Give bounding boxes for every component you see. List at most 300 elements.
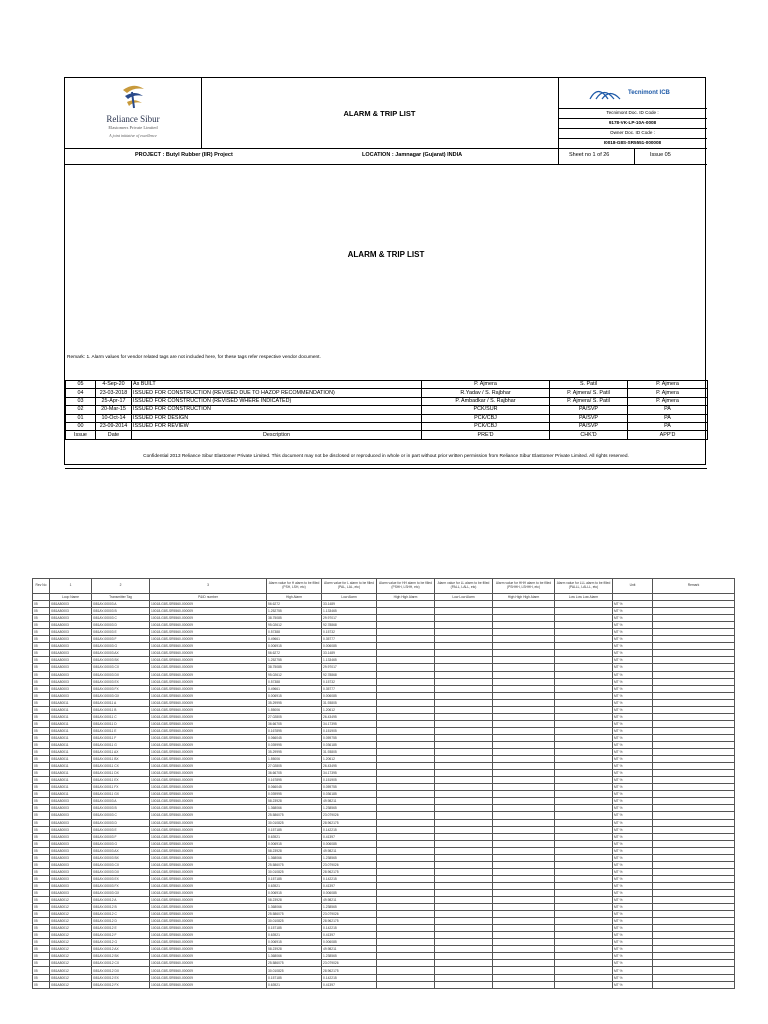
table-cell: 05 bbox=[33, 671, 50, 678]
table-cell bbox=[435, 932, 493, 939]
table-cell bbox=[555, 819, 613, 826]
table-cell bbox=[653, 643, 735, 650]
table-cell bbox=[435, 805, 493, 812]
revision-row bbox=[66, 422, 708, 430]
table-cell: 10018-G8S-SR5560-000009 bbox=[150, 720, 267, 727]
table-cell: 10018-G8S-SR5560-000009 bbox=[150, 918, 267, 925]
table-cell bbox=[377, 868, 435, 875]
table-row bbox=[33, 889, 735, 896]
table-row bbox=[33, 657, 735, 664]
table-row bbox=[33, 875, 735, 882]
table-cell bbox=[493, 953, 555, 960]
table-cell: 10018-G8S-SR5560-000009 bbox=[150, 819, 267, 826]
table-cell bbox=[435, 798, 493, 805]
table-cell: 49.98211 bbox=[322, 946, 377, 953]
table-cell: MT % bbox=[613, 756, 653, 763]
table-cell: 10018-G8S-SR5560-000009 bbox=[150, 671, 267, 678]
table-cell bbox=[377, 974, 435, 981]
table-cell: I081AY-00012 A bbox=[92, 897, 150, 904]
table-cell: 0.006085 bbox=[322, 692, 377, 699]
table-cell bbox=[377, 911, 435, 918]
table-cell: 05 bbox=[33, 875, 50, 882]
table-cell: 05 bbox=[33, 840, 50, 847]
remark-text: Remark: 1. Alarm values for vendor related tags are not included here, for these tags refer respective vendor document. bbox=[67, 355, 321, 360]
table-cell: MT % bbox=[613, 671, 653, 678]
table-cell bbox=[555, 960, 613, 967]
table-cell: I081A80003 bbox=[50, 678, 92, 685]
table-cell: I081AY-00003 CX bbox=[92, 861, 150, 868]
table-cell bbox=[653, 868, 735, 875]
table-cell bbox=[493, 650, 555, 657]
column-subheader: Low Low Low Alarm bbox=[555, 594, 613, 601]
table-cell: I081AY-00011 BX bbox=[92, 756, 150, 763]
column-header: Alarm value for L alarm to be filled (PAL, LAL, etc) bbox=[322, 579, 377, 594]
table-cell: 0.63921 bbox=[267, 932, 322, 939]
table-cell: I081A80003 bbox=[50, 650, 92, 657]
table-cell: I081AY-00003 E bbox=[92, 826, 150, 833]
table-cell bbox=[555, 911, 613, 918]
table-row bbox=[33, 685, 735, 692]
table-cell bbox=[377, 608, 435, 615]
table-cell bbox=[653, 882, 735, 889]
table-cell: 05 bbox=[33, 812, 50, 819]
table-cell bbox=[377, 798, 435, 805]
table-cell bbox=[377, 784, 435, 791]
table-row bbox=[33, 749, 735, 756]
table-cell: MT % bbox=[613, 734, 653, 741]
table-cell: MT % bbox=[613, 685, 653, 692]
table-cell bbox=[555, 946, 613, 953]
table-cell: 0.35777 bbox=[322, 636, 377, 643]
table-cell: 10018-G8S-SR5560-000009 bbox=[150, 756, 267, 763]
table-cell: I081A80011 bbox=[50, 770, 92, 777]
table-row bbox=[33, 734, 735, 741]
table-cell: I081A80012 bbox=[50, 897, 92, 904]
table-cell: 10018-G8S-SR5560-000009 bbox=[150, 643, 267, 650]
table-row bbox=[33, 622, 735, 629]
revision-date: 23-03-2018 bbox=[96, 389, 132, 397]
table-cell: MT % bbox=[613, 974, 653, 981]
table-row bbox=[33, 960, 735, 967]
table-cell bbox=[377, 960, 435, 967]
table-cell bbox=[493, 678, 555, 685]
table-cell: 10018-G8S-SR5560-000009 bbox=[150, 685, 267, 692]
table-cell bbox=[435, 615, 493, 622]
table-cell bbox=[435, 967, 493, 974]
table-cell bbox=[555, 734, 613, 741]
table-cell: 10018-G8S-SR5560-000009 bbox=[150, 664, 267, 671]
table-cell bbox=[435, 713, 493, 720]
divider bbox=[558, 128, 707, 129]
table-row bbox=[33, 897, 735, 904]
table-cell: MT % bbox=[613, 798, 653, 805]
table-cell: 10018-G8S-SR5560-000009 bbox=[150, 798, 267, 805]
table-cell: I081AY-00003 F bbox=[92, 833, 150, 840]
table-cell: 05 bbox=[33, 734, 50, 741]
table-cell: 92.78868 bbox=[322, 671, 377, 678]
table-cell: 10018-G8S-SR5560-000009 bbox=[150, 650, 267, 657]
table-cell: 25.586075 bbox=[267, 960, 322, 967]
table-cell bbox=[653, 932, 735, 939]
owner-doc-code: I0018-G8S-SR5551-000008 bbox=[603, 140, 662, 145]
table-header-row bbox=[33, 579, 735, 594]
table-cell: 1.252755 bbox=[267, 657, 322, 664]
table-cell bbox=[555, 974, 613, 981]
table-cell: 1.368066 bbox=[267, 904, 322, 911]
table-cell: I081A80011 bbox=[50, 706, 92, 713]
table-cell bbox=[555, 918, 613, 925]
table-row bbox=[33, 699, 735, 706]
table-cell bbox=[435, 868, 493, 875]
table-cell bbox=[435, 692, 493, 699]
table-cell: MT % bbox=[613, 868, 653, 875]
table-cell: 05 bbox=[33, 664, 50, 671]
table-cell bbox=[435, 791, 493, 798]
table-cell bbox=[555, 812, 613, 819]
table-cell: 35.29995 bbox=[267, 749, 322, 756]
table-cell: I081A80003 bbox=[50, 671, 92, 678]
table-cell: 05 bbox=[33, 911, 50, 918]
table-cell bbox=[435, 777, 493, 784]
table-cell: 58.23928 bbox=[267, 847, 322, 854]
table-cell bbox=[653, 953, 735, 960]
table-cell bbox=[555, 875, 613, 882]
table-cell: MT % bbox=[613, 622, 653, 629]
divider bbox=[558, 138, 707, 139]
table-cell: I081AY-00012 G bbox=[92, 939, 150, 946]
table-cell bbox=[377, 819, 435, 826]
table-cell bbox=[493, 671, 555, 678]
table-cell: 30.010825 bbox=[267, 918, 322, 925]
column-subheader: Loop Name bbox=[50, 594, 92, 601]
table-cell bbox=[493, 882, 555, 889]
table-cell: 26.43495 bbox=[322, 713, 377, 720]
table-cell bbox=[435, 629, 493, 636]
table-cell: 05 bbox=[33, 974, 50, 981]
revision-issue: 02 bbox=[66, 406, 96, 414]
table-cell bbox=[377, 967, 435, 974]
table-cell: 05 bbox=[33, 763, 50, 770]
table-cell: 05 bbox=[33, 939, 50, 946]
revision-approved: PA bbox=[628, 422, 708, 430]
table-cell bbox=[377, 664, 435, 671]
table-cell: I081A80003 bbox=[50, 819, 92, 826]
table-row bbox=[33, 861, 735, 868]
table-row bbox=[33, 650, 735, 657]
table-cell: 10018-G8S-SR5560-000009 bbox=[150, 897, 267, 904]
table-cell bbox=[555, 629, 613, 636]
table-cell: 05 bbox=[33, 805, 50, 812]
table-cell bbox=[493, 868, 555, 875]
table-cell: I081AY-00012 EX bbox=[92, 974, 150, 981]
table-cell bbox=[377, 734, 435, 741]
table-cell: I081AY-00003 FX bbox=[92, 882, 150, 889]
table-cell bbox=[493, 904, 555, 911]
table-cell: I081A80011 bbox=[50, 749, 92, 756]
table-cell: I081A80012 bbox=[50, 974, 92, 981]
table-cell: 25.586075 bbox=[267, 861, 322, 868]
table-cell: MT % bbox=[613, 847, 653, 854]
table-cell: 05 bbox=[33, 833, 50, 840]
table-cell bbox=[377, 861, 435, 868]
revision-prepared: PCK/CBJ bbox=[422, 414, 550, 422]
table-cell: I081AY-00012 C bbox=[92, 911, 150, 918]
table-cell bbox=[435, 608, 493, 615]
table-cell bbox=[493, 699, 555, 706]
table-cell: MT % bbox=[613, 897, 653, 904]
table-row bbox=[33, 756, 735, 763]
table-cell bbox=[435, 671, 493, 678]
table-cell bbox=[555, 749, 613, 756]
table-body bbox=[33, 601, 735, 989]
table-cell: I081AY-00012 E bbox=[92, 925, 150, 932]
table-cell bbox=[435, 650, 493, 657]
table-cell: I081A80011 bbox=[50, 763, 92, 770]
table-cell bbox=[653, 791, 735, 798]
divider bbox=[558, 118, 707, 119]
table-cell: MT % bbox=[613, 812, 653, 819]
table-cell: 23.079026 bbox=[322, 911, 377, 918]
table-cell bbox=[435, 770, 493, 777]
table-cell bbox=[435, 699, 493, 706]
table-cell: MT % bbox=[613, 840, 653, 847]
revision-description: ISSUED FOR DESIGN bbox=[132, 414, 422, 422]
table-cell: 0.059755 bbox=[322, 734, 377, 741]
revision-header-row bbox=[66, 431, 708, 439]
table-cell bbox=[653, 650, 735, 657]
table-cell bbox=[493, 812, 555, 819]
table-cell bbox=[555, 763, 613, 770]
table-cell: 10018-G8S-SR5560-000009 bbox=[150, 629, 267, 636]
table-cell: MT % bbox=[613, 882, 653, 889]
table-cell bbox=[653, 946, 735, 953]
table-cell: I081AY-00003 G bbox=[92, 643, 150, 650]
table-row bbox=[33, 939, 735, 946]
table-cell bbox=[493, 847, 555, 854]
table-cell: 0.157185 bbox=[267, 925, 322, 932]
table-cell: 10018-G8S-SR5560-000009 bbox=[150, 854, 267, 861]
table-cell: 05 bbox=[33, 720, 50, 727]
column-header: 3 bbox=[150, 579, 267, 594]
table-cell: I081AY-00011 E bbox=[92, 727, 150, 734]
table-cell: 10018-G8S-SR5560-000009 bbox=[150, 939, 267, 946]
table-cell bbox=[555, 904, 613, 911]
revision-prepared: PCK/SUR bbox=[422, 406, 550, 414]
table-cell bbox=[555, 671, 613, 678]
column-subheader bbox=[613, 594, 653, 601]
table-row bbox=[33, 918, 735, 925]
table-cell bbox=[555, 685, 613, 692]
table-cell bbox=[493, 861, 555, 868]
table-cell: I081AY-00011 GX bbox=[92, 791, 150, 798]
table-cell bbox=[377, 636, 435, 643]
table-cell: MT % bbox=[613, 875, 653, 882]
table-cell: 10018-G8S-SR5560-000009 bbox=[150, 622, 267, 629]
table-cell: 10018-G8S-SR5560-000009 bbox=[150, 601, 267, 608]
revision-approved: PA bbox=[628, 406, 708, 414]
table-cell bbox=[555, 967, 613, 974]
table-cell: 0.006085 bbox=[322, 889, 377, 896]
table-row bbox=[33, 678, 735, 685]
table-cell: 29.97017 bbox=[322, 664, 377, 671]
table-cell: 0.006915 bbox=[267, 840, 322, 847]
table-cell bbox=[555, 608, 613, 615]
table-cell bbox=[653, 861, 735, 868]
table-cell bbox=[493, 657, 555, 664]
table-cell: 10018-G8S-SR5560-000009 bbox=[150, 713, 267, 720]
table-cell: 05 bbox=[33, 904, 50, 911]
table-cell: MT % bbox=[613, 615, 653, 622]
table-cell: 34.17395 bbox=[322, 720, 377, 727]
table-cell: I081A80003 bbox=[50, 601, 92, 608]
table-cell: 05 bbox=[33, 685, 50, 692]
table-cell: 28.962175 bbox=[322, 868, 377, 875]
alarm-trip-table bbox=[32, 578, 735, 989]
table-cell bbox=[377, 692, 435, 699]
table-cell bbox=[493, 889, 555, 896]
table-cell bbox=[493, 819, 555, 826]
table-cell: 10018-G8S-SR5560-000009 bbox=[150, 840, 267, 847]
table-cell: I081A80003 bbox=[50, 805, 92, 812]
table-cell: 05 bbox=[33, 868, 50, 875]
table-cell bbox=[377, 685, 435, 692]
table-row bbox=[33, 882, 735, 889]
table-cell bbox=[653, 756, 735, 763]
table-cell bbox=[377, 671, 435, 678]
table-row bbox=[33, 812, 735, 819]
table-cell: MT % bbox=[613, 763, 653, 770]
revision-header-checked: CHK'D bbox=[550, 431, 628, 439]
table-cell: 0.066045 bbox=[267, 784, 322, 791]
table-cell: 10018-G8S-SR5560-000009 bbox=[150, 847, 267, 854]
table-cell bbox=[653, 960, 735, 967]
table-cell: 05 bbox=[33, 967, 50, 974]
table-cell: 23.079026 bbox=[322, 861, 377, 868]
table-cell bbox=[653, 608, 735, 615]
table-cell: I081A80003 bbox=[50, 833, 92, 840]
table-cell: I081A80012 bbox=[50, 953, 92, 960]
table-cell: MT % bbox=[613, 889, 653, 896]
table-row bbox=[33, 904, 735, 911]
table-row bbox=[33, 720, 735, 727]
table-row bbox=[33, 911, 735, 918]
table-cell: I081A80003 bbox=[50, 622, 92, 629]
table-cell: 1.368066 bbox=[267, 805, 322, 812]
revision-prepared: R.Yadav / S. Rajbhar bbox=[422, 389, 550, 397]
table-cell bbox=[377, 847, 435, 854]
table-cell: 10018-G8S-SR5560-000009 bbox=[150, 868, 267, 875]
table-row bbox=[33, 805, 735, 812]
reliance-sibur-logo-icon bbox=[120, 84, 148, 110]
table-cell: 49.98211 bbox=[322, 897, 377, 904]
table-cell: I081AY-00003 E bbox=[92, 629, 150, 636]
table-row bbox=[33, 854, 735, 861]
table-cell bbox=[653, 974, 735, 981]
table-cell: MT % bbox=[613, 791, 653, 798]
table-cell bbox=[377, 650, 435, 657]
table-cell bbox=[493, 911, 555, 918]
table-cell: I081A80003 bbox=[50, 636, 92, 643]
table-cell bbox=[377, 791, 435, 798]
table-cell: 10018-G8S-SR5560-000009 bbox=[150, 911, 267, 918]
table-cell: 56.6272 bbox=[267, 601, 322, 608]
table-row bbox=[33, 713, 735, 720]
table-cell: 23.079026 bbox=[322, 960, 377, 967]
table-cell: I081A80003 bbox=[50, 664, 92, 671]
table-row bbox=[33, 868, 735, 875]
table-cell: 10018-G8S-SR5560-000009 bbox=[150, 953, 267, 960]
table-cell: 05 bbox=[33, 699, 50, 706]
table-cell bbox=[377, 777, 435, 784]
table-cell bbox=[653, 889, 735, 896]
table-cell: 1.238565 bbox=[322, 953, 377, 960]
table-cell: 05 bbox=[33, 601, 50, 608]
column-subheader: High High Alarm bbox=[377, 594, 435, 601]
table-cell bbox=[377, 953, 435, 960]
table-cell: 0.036185 bbox=[322, 791, 377, 798]
table-cell bbox=[377, 889, 435, 896]
table-cell bbox=[435, 833, 493, 840]
table-cell: 0.167895 bbox=[267, 777, 322, 784]
table-cell bbox=[555, 650, 613, 657]
table-cell: I081A80003 bbox=[50, 875, 92, 882]
table-cell bbox=[493, 967, 555, 974]
revision-row bbox=[66, 381, 708, 389]
table-cell: 0.41397 bbox=[322, 981, 377, 988]
table-cell bbox=[653, 777, 735, 784]
table-cell: 49.98211 bbox=[322, 798, 377, 805]
table-cell: MT % bbox=[613, 939, 653, 946]
table-cell: I081A80012 bbox=[50, 967, 92, 974]
table-cell: 0.57388 bbox=[267, 629, 322, 636]
table-cell: 05 bbox=[33, 819, 50, 826]
table-cell: I081AY-00003 G bbox=[92, 840, 150, 847]
table-cell: 0.151905 bbox=[322, 777, 377, 784]
revision-row bbox=[66, 397, 708, 405]
table-cell: I081A80003 bbox=[50, 629, 92, 636]
table-cell: MT % bbox=[613, 741, 653, 748]
table-cell bbox=[653, 685, 735, 692]
revision-issue: 03 bbox=[66, 397, 96, 405]
table-cell: I081A80003 bbox=[50, 847, 92, 854]
table-cell: 0.41397 bbox=[322, 833, 377, 840]
table-cell: 23.079026 bbox=[322, 812, 377, 819]
table-cell: 05 bbox=[33, 791, 50, 798]
table-cell: MT % bbox=[613, 805, 653, 812]
table-cell: MT % bbox=[613, 713, 653, 720]
table-cell: MT % bbox=[613, 932, 653, 939]
table-cell bbox=[555, 939, 613, 946]
table-cell bbox=[493, 615, 555, 622]
table-cell bbox=[493, 798, 555, 805]
table-cell bbox=[653, 601, 735, 608]
table-cell bbox=[555, 706, 613, 713]
table-cell: 10018-G8S-SR5560-000009 bbox=[150, 946, 267, 953]
table-cell bbox=[435, 826, 493, 833]
table-cell bbox=[555, 699, 613, 706]
table-cell: 1.252755 bbox=[267, 608, 322, 615]
table-cell: 05 bbox=[33, 678, 50, 685]
table-cell bbox=[377, 741, 435, 748]
table-cell: I081AY-00012 AX bbox=[92, 946, 150, 953]
table-cell bbox=[653, 897, 735, 904]
column-header: 1 bbox=[50, 579, 92, 594]
table-cell: I081AY-00011 A bbox=[92, 699, 150, 706]
table-cell: 10018-G8S-SR5560-000009 bbox=[150, 882, 267, 889]
table-cell bbox=[653, 967, 735, 974]
table-cell bbox=[653, 819, 735, 826]
table-cell: 1.238565 bbox=[322, 854, 377, 861]
